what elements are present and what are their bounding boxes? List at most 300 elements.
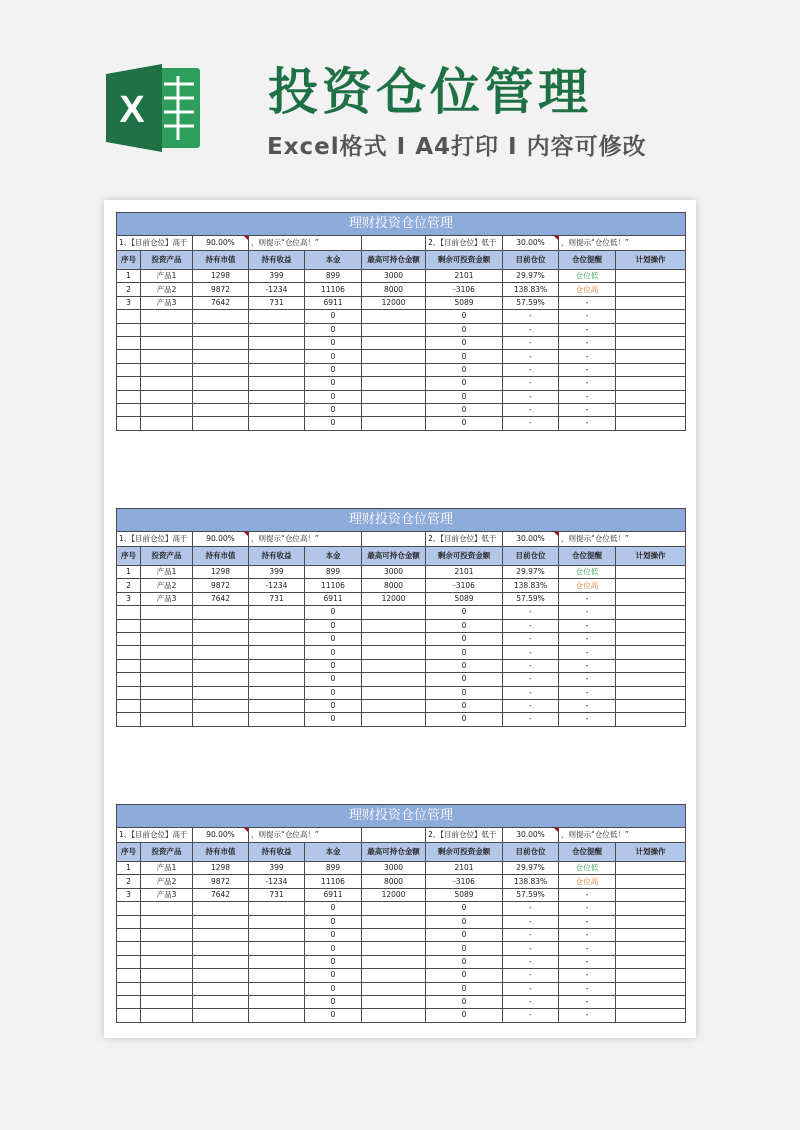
table-cell[interactable]: 29.97% [503, 270, 559, 283]
table-cell[interactable] [616, 566, 686, 579]
table-cell[interactable]: - [559, 646, 616, 659]
table-cell[interactable] [117, 390, 141, 403]
table-cell[interactable]: 产品3 [141, 592, 193, 605]
table-cell[interactable]: - [503, 310, 559, 323]
table-cell[interactable]: - [503, 659, 559, 672]
table-cell[interactable]: - [503, 1009, 559, 1022]
table-cell[interactable] [117, 1009, 141, 1022]
table-cell[interactable] [193, 1009, 249, 1022]
table-cell[interactable] [117, 417, 141, 430]
table-cell[interactable] [362, 310, 426, 323]
table-cell[interactable]: 产品3 [141, 296, 193, 309]
table-cell[interactable] [362, 995, 426, 1008]
table-cell[interactable]: 11106 [305, 875, 362, 888]
table-cell[interactable]: 1 [117, 270, 141, 283]
table-cell[interactable] [362, 403, 426, 416]
table-cell[interactable]: 0 [426, 646, 503, 659]
table-cell[interactable] [141, 390, 193, 403]
table-cell[interactable] [141, 686, 193, 699]
table-cell[interactable]: - [559, 686, 616, 699]
table-cell[interactable] [141, 646, 193, 659]
table-cell[interactable] [117, 646, 141, 659]
table-cell[interactable]: 0 [305, 350, 362, 363]
table-cell[interactable] [249, 1009, 305, 1022]
table-cell[interactable]: 7642 [193, 592, 249, 605]
table-cell[interactable] [249, 928, 305, 941]
table-cell[interactable] [249, 377, 305, 390]
table-cell[interactable]: - [503, 699, 559, 712]
table-cell[interactable] [362, 1009, 426, 1022]
table-cell[interactable] [249, 659, 305, 672]
table-cell[interactable]: 0 [305, 713, 362, 726]
table-cell[interactable]: 3 [117, 592, 141, 605]
table-cell[interactable] [117, 673, 141, 686]
table-cell[interactable] [616, 875, 686, 888]
table-cell[interactable]: 0 [305, 686, 362, 699]
table-cell[interactable]: - [559, 982, 616, 995]
table-cell[interactable]: 0 [305, 995, 362, 1008]
table-cell[interactable] [249, 969, 305, 982]
table-cell[interactable] [193, 982, 249, 995]
table-cell[interactable] [193, 417, 249, 430]
table-cell[interactable]: 仓位低 [559, 862, 616, 875]
table-cell[interactable]: - [503, 606, 559, 619]
table-cell[interactable]: 3000 [362, 270, 426, 283]
table-cell[interactable] [117, 606, 141, 619]
table-cell[interactable] [362, 699, 426, 712]
table-cell[interactable] [193, 955, 249, 968]
table-cell[interactable]: 3 [117, 888, 141, 901]
table-cell[interactable] [141, 699, 193, 712]
condition-low-value[interactable]: 30.00% [503, 828, 559, 843]
table-cell[interactable] [249, 713, 305, 726]
table-cell[interactable] [193, 390, 249, 403]
table-cell[interactable]: 29.97% [503, 862, 559, 875]
table-cell[interactable] [193, 713, 249, 726]
table-cell[interactable] [616, 283, 686, 296]
table-cell[interactable]: 2 [117, 283, 141, 296]
table-cell[interactable] [193, 377, 249, 390]
table-cell[interactable] [117, 902, 141, 915]
table-cell[interactable]: 0 [305, 363, 362, 376]
table-cell[interactable] [117, 955, 141, 968]
table-cell[interactable] [141, 377, 193, 390]
table-cell[interactable] [362, 336, 426, 349]
table-cell[interactable]: 7642 [193, 888, 249, 901]
table-cell[interactable]: 0 [426, 336, 503, 349]
table-cell[interactable]: 2 [117, 579, 141, 592]
table-cell[interactable] [616, 403, 686, 416]
table-cell[interactable] [141, 403, 193, 416]
table-cell[interactable]: 399 [249, 270, 305, 283]
table-cell[interactable]: 2101 [426, 862, 503, 875]
table-cell[interactable] [616, 713, 686, 726]
table-cell[interactable]: - [503, 995, 559, 1008]
table-cell[interactable]: - [503, 646, 559, 659]
table-cell[interactable]: 产品1 [141, 270, 193, 283]
table-cell[interactable] [193, 363, 249, 376]
table-cell[interactable] [616, 296, 686, 309]
table-cell[interactable]: 0 [305, 915, 362, 928]
table-cell[interactable] [616, 646, 686, 659]
table-cell[interactable] [193, 928, 249, 941]
table-cell[interactable]: 0 [426, 403, 503, 416]
table-cell[interactable]: -1234 [249, 579, 305, 592]
table-cell[interactable]: - [559, 606, 616, 619]
table-cell[interactable] [616, 995, 686, 1008]
table-cell[interactable]: 0 [426, 632, 503, 645]
table-cell[interactable] [193, 969, 249, 982]
table-cell[interactable]: - [503, 390, 559, 403]
table-cell[interactable] [141, 673, 193, 686]
table-cell[interactable] [141, 902, 193, 915]
table-cell[interactable] [616, 632, 686, 645]
table-cell[interactable] [362, 350, 426, 363]
table-cell[interactable]: 0 [426, 995, 503, 1008]
table-cell[interactable] [616, 969, 686, 982]
table-cell[interactable] [362, 902, 426, 915]
table-cell[interactable] [249, 915, 305, 928]
table-cell[interactable]: -1234 [249, 875, 305, 888]
table-cell[interactable]: 0 [426, 377, 503, 390]
table-cell[interactable]: - [503, 363, 559, 376]
table-cell[interactable]: - [503, 713, 559, 726]
table-cell[interactable]: 3000 [362, 862, 426, 875]
table-cell[interactable] [141, 350, 193, 363]
table-cell[interactable] [616, 363, 686, 376]
table-cell[interactable] [616, 350, 686, 363]
table-cell[interactable]: 9872 [193, 875, 249, 888]
table-cell[interactable] [141, 606, 193, 619]
table-cell[interactable] [249, 390, 305, 403]
table-cell[interactable] [193, 336, 249, 349]
table-cell[interactable]: 7642 [193, 296, 249, 309]
table-cell[interactable] [141, 1009, 193, 1022]
table-cell[interactable]: 0 [426, 942, 503, 955]
table-cell[interactable]: 0 [426, 323, 503, 336]
table-cell[interactable]: 731 [249, 888, 305, 901]
table-cell[interactable] [616, 606, 686, 619]
table-cell[interactable] [141, 955, 193, 968]
table-cell[interactable] [249, 403, 305, 416]
table-cell[interactable] [616, 699, 686, 712]
table-cell[interactable] [249, 619, 305, 632]
table-cell[interactable]: 731 [249, 592, 305, 605]
table-cell[interactable]: 8000 [362, 875, 426, 888]
table-cell[interactable]: 9872 [193, 579, 249, 592]
table-cell[interactable] [117, 713, 141, 726]
table-cell[interactable] [616, 377, 686, 390]
table-cell[interactable] [193, 619, 249, 632]
table-cell[interactable]: 138.83% [503, 875, 559, 888]
table-cell[interactable]: - [503, 403, 559, 416]
table-cell[interactable]: - [559, 296, 616, 309]
table-cell[interactable] [616, 928, 686, 941]
condition-high-value[interactable]: 90.00% [193, 828, 249, 843]
table-cell[interactable] [362, 417, 426, 430]
table-cell[interactable] [616, 336, 686, 349]
table-cell[interactable] [616, 417, 686, 430]
table-cell[interactable] [117, 403, 141, 416]
table-cell[interactable] [193, 646, 249, 659]
table-cell[interactable] [362, 632, 426, 645]
table-cell[interactable] [362, 606, 426, 619]
condition-low-value[interactable]: 30.00% [503, 236, 559, 251]
table-cell[interactable] [616, 323, 686, 336]
table-cell[interactable]: 6911 [305, 888, 362, 901]
table-cell[interactable] [141, 619, 193, 632]
table-cell[interactable] [117, 659, 141, 672]
table-cell[interactable]: 0 [305, 955, 362, 968]
table-cell[interactable] [193, 323, 249, 336]
condition-high-value[interactable]: 90.00% [193, 532, 249, 547]
table-cell[interactable] [616, 862, 686, 875]
table-cell[interactable] [616, 310, 686, 323]
table-cell[interactable] [362, 619, 426, 632]
table-cell[interactable] [193, 686, 249, 699]
table-cell[interactable]: 6911 [305, 592, 362, 605]
table-cell[interactable] [249, 942, 305, 955]
table-cell[interactable]: - [559, 942, 616, 955]
table-cell[interactable]: 57.59% [503, 888, 559, 901]
table-cell[interactable]: 0 [305, 982, 362, 995]
table-cell[interactable] [362, 928, 426, 941]
table-cell[interactable] [141, 310, 193, 323]
table-cell[interactable]: - [559, 363, 616, 376]
table-cell[interactable]: 0 [305, 336, 362, 349]
table-cell[interactable]: 0 [305, 632, 362, 645]
table-cell[interactable]: 仓位低 [559, 270, 616, 283]
table-cell[interactable] [193, 350, 249, 363]
table-cell[interactable]: - [503, 323, 559, 336]
table-cell[interactable]: 0 [426, 659, 503, 672]
table-cell[interactable] [117, 915, 141, 928]
table-cell[interactable]: 399 [249, 862, 305, 875]
table-cell[interactable]: - [559, 377, 616, 390]
table-cell[interactable] [249, 686, 305, 699]
table-cell[interactable] [141, 942, 193, 955]
table-cell[interactable]: - [503, 686, 559, 699]
table-cell[interactable]: 3000 [362, 566, 426, 579]
table-cell[interactable] [117, 310, 141, 323]
table-cell[interactable]: - [559, 713, 616, 726]
table-cell[interactable]: 仓位高 [559, 283, 616, 296]
table-cell[interactable]: 5089 [426, 888, 503, 901]
table-cell[interactable]: -3106 [426, 875, 503, 888]
table-cell[interactable] [249, 902, 305, 915]
table-cell[interactable] [249, 699, 305, 712]
table-cell[interactable] [117, 995, 141, 1008]
table-cell[interactable]: 0 [305, 942, 362, 955]
table-cell[interactable]: 0 [426, 915, 503, 928]
table-cell[interactable]: - [503, 619, 559, 632]
table-cell[interactable] [249, 606, 305, 619]
table-cell[interactable]: 0 [426, 417, 503, 430]
table-cell[interactable] [362, 942, 426, 955]
table-cell[interactable]: - [503, 632, 559, 645]
table-cell[interactable] [141, 713, 193, 726]
table-cell[interactable] [117, 377, 141, 390]
table-cell[interactable] [616, 902, 686, 915]
table-cell[interactable] [362, 982, 426, 995]
table-cell[interactable]: - [503, 377, 559, 390]
table-cell[interactable]: 5089 [426, 296, 503, 309]
table-cell[interactable] [249, 995, 305, 1008]
table-cell[interactable]: - [503, 955, 559, 968]
table-cell[interactable]: - [559, 336, 616, 349]
table-cell[interactable]: 0 [305, 310, 362, 323]
table-cell[interactable]: - [559, 350, 616, 363]
table-cell[interactable] [362, 673, 426, 686]
table-cell[interactable] [616, 579, 686, 592]
table-cell[interactable] [616, 270, 686, 283]
table-cell[interactable]: - [559, 632, 616, 645]
table-cell[interactable] [616, 982, 686, 995]
table-cell[interactable]: - [559, 403, 616, 416]
table-cell[interactable] [141, 363, 193, 376]
table-cell[interactable]: 731 [249, 296, 305, 309]
table-cell[interactable]: 0 [426, 1009, 503, 1022]
table-cell[interactable]: 399 [249, 566, 305, 579]
table-cell[interactable]: 0 [426, 606, 503, 619]
table-cell[interactable]: 0 [305, 606, 362, 619]
table-cell[interactable] [362, 955, 426, 968]
table-cell[interactable]: 1298 [193, 270, 249, 283]
table-cell[interactable]: 11106 [305, 283, 362, 296]
table-cell[interactable]: 0 [305, 619, 362, 632]
table-cell[interactable] [117, 982, 141, 995]
table-cell[interactable]: 产品2 [141, 579, 193, 592]
table-cell[interactable]: - [503, 673, 559, 686]
table-cell[interactable] [193, 403, 249, 416]
table-cell[interactable]: 0 [305, 403, 362, 416]
table-cell[interactable] [249, 363, 305, 376]
table-cell[interactable] [616, 942, 686, 955]
table-cell[interactable]: 仓位低 [559, 566, 616, 579]
table-cell[interactable] [117, 619, 141, 632]
table-cell[interactable]: 0 [426, 699, 503, 712]
table-cell[interactable] [141, 995, 193, 1008]
table-cell[interactable]: - [559, 1009, 616, 1022]
table-cell[interactable]: - [503, 969, 559, 982]
table-cell[interactable] [117, 928, 141, 941]
table-cell[interactable]: - [503, 942, 559, 955]
table-cell[interactable]: 0 [305, 417, 362, 430]
table-cell[interactable]: 138.83% [503, 283, 559, 296]
table-cell[interactable]: - [559, 390, 616, 403]
table-cell[interactable]: 仓位高 [559, 875, 616, 888]
table-cell[interactable]: 0 [426, 969, 503, 982]
table-cell[interactable]: 2101 [426, 270, 503, 283]
table-cell[interactable] [193, 699, 249, 712]
table-cell[interactable]: - [559, 902, 616, 915]
table-cell[interactable]: 0 [426, 619, 503, 632]
table-cell[interactable]: 138.83% [503, 579, 559, 592]
table-cell[interactable]: - [559, 928, 616, 941]
table-cell[interactable] [193, 310, 249, 323]
table-cell[interactable] [362, 646, 426, 659]
table-cell[interactable] [141, 659, 193, 672]
table-cell[interactable] [117, 942, 141, 955]
table-cell[interactable]: 0 [426, 310, 503, 323]
table-cell[interactable]: 1 [117, 862, 141, 875]
table-cell[interactable]: 0 [426, 390, 503, 403]
table-cell[interactable] [141, 915, 193, 928]
table-cell[interactable]: 2101 [426, 566, 503, 579]
table-cell[interactable] [362, 713, 426, 726]
table-cell[interactable]: - [559, 915, 616, 928]
table-cell[interactable]: 899 [305, 566, 362, 579]
table-cell[interactable]: 12000 [362, 592, 426, 605]
table-cell[interactable] [249, 982, 305, 995]
table-cell[interactable]: 0 [305, 377, 362, 390]
table-cell[interactable]: 6911 [305, 296, 362, 309]
table-cell[interactable]: 0 [426, 982, 503, 995]
table-cell[interactable]: 产品2 [141, 283, 193, 296]
table-cell[interactable] [117, 350, 141, 363]
table-cell[interactable] [141, 632, 193, 645]
table-cell[interactable] [193, 995, 249, 1008]
table-cell[interactable] [249, 310, 305, 323]
table-cell[interactable] [616, 1009, 686, 1022]
table-cell[interactable]: - [559, 310, 616, 323]
table-cell[interactable]: 0 [426, 363, 503, 376]
table-cell[interactable] [249, 673, 305, 686]
table-cell[interactable] [117, 323, 141, 336]
table-cell[interactable] [362, 659, 426, 672]
table-cell[interactable]: -1234 [249, 283, 305, 296]
table-cell[interactable]: 0 [305, 699, 362, 712]
table-cell[interactable] [249, 350, 305, 363]
table-cell[interactable] [141, 336, 193, 349]
table-cell[interactable]: 0 [305, 969, 362, 982]
table-cell[interactable]: 0 [426, 350, 503, 363]
table-cell[interactable]: 11106 [305, 579, 362, 592]
table-cell[interactable] [362, 969, 426, 982]
table-cell[interactable]: 产品3 [141, 888, 193, 901]
table-cell[interactable]: - [559, 592, 616, 605]
table-cell[interactable]: 0 [426, 955, 503, 968]
table-cell[interactable]: 0 [426, 928, 503, 941]
table-cell[interactable]: 0 [305, 902, 362, 915]
table-cell[interactable]: 8000 [362, 579, 426, 592]
table-cell[interactable]: 12000 [362, 296, 426, 309]
table-cell[interactable]: - [503, 915, 559, 928]
table-cell[interactable]: - [559, 969, 616, 982]
table-cell[interactable]: 0 [305, 390, 362, 403]
table-cell[interactable] [362, 363, 426, 376]
table-cell[interactable]: - [503, 350, 559, 363]
table-cell[interactable]: 0 [426, 713, 503, 726]
table-cell[interactable]: - [559, 673, 616, 686]
table-cell[interactable]: 8000 [362, 283, 426, 296]
table-cell[interactable] [193, 632, 249, 645]
table-cell[interactable] [117, 363, 141, 376]
table-cell[interactable] [616, 592, 686, 605]
table-cell[interactable]: 1298 [193, 862, 249, 875]
table-cell[interactable]: - [503, 982, 559, 995]
table-cell[interactable]: 产品2 [141, 875, 193, 888]
table-cell[interactable]: 0 [305, 323, 362, 336]
table-cell[interactable] [616, 955, 686, 968]
table-cell[interactable]: -3106 [426, 579, 503, 592]
table-cell[interactable] [117, 969, 141, 982]
table-cell[interactable] [616, 390, 686, 403]
table-cell[interactable] [249, 646, 305, 659]
table-cell[interactable]: 9872 [193, 283, 249, 296]
table-cell[interactable]: 0 [305, 1009, 362, 1022]
table-cell[interactable]: - [559, 417, 616, 430]
